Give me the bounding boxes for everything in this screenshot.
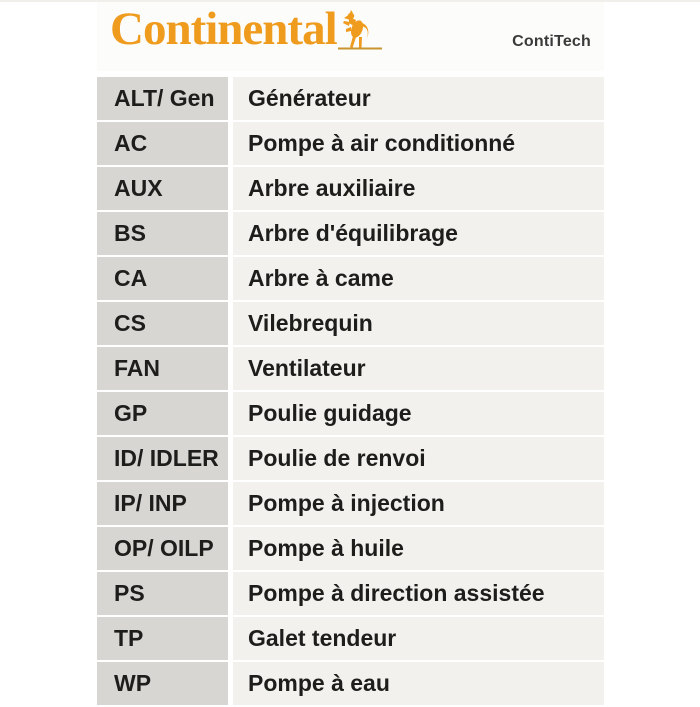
table-row [97,437,604,480]
abbr-cell: ALT/ Gen [97,77,228,120]
desc-cell: Poulie guidage [233,392,604,435]
desc-cell: Arbre auxiliaire [233,167,604,210]
table-row [97,122,604,165]
abbr-cell: PS [97,572,228,615]
desc-cell: Pompe à eau [233,662,604,705]
desc-cell: Pompe à direction assistée [233,572,604,615]
abbr-cell: WP [97,662,228,705]
table-row [97,347,604,390]
contitech-logo: ContiTech [512,33,591,50]
desc-cell: Arbre d'équilibrage [233,212,604,255]
table-row [97,212,604,255]
abbr-cell: CS [97,302,228,345]
desc-cell: Générateur [233,77,604,120]
desc-cell: Pompe à huile [233,527,604,570]
table-row [97,77,604,120]
abbr-cell: TP [97,617,228,660]
abbr-cell: CA [97,257,228,300]
table-row [97,302,604,345]
table-row [97,482,604,525]
abbr-cell: IP/ INP [97,482,228,525]
table-row [97,527,604,570]
abbr-cell: FAN [97,347,228,390]
desc-cell: Vilebrequin [233,302,604,345]
table-row [97,257,604,300]
rearing-horse-icon [338,10,382,50]
desc-cell: Pompe à air conditionné [233,122,604,165]
legend-table-container [97,2,604,707]
table-row [97,572,604,615]
abbr-cell: ID/ IDLER [97,437,228,480]
desc-cell: Ventilateur [233,347,604,390]
table-row [97,617,604,660]
table-row [97,392,604,435]
continental-logo [110,3,382,55]
legend-table [97,77,604,705]
desc-cell: Poulie de renvoi [233,437,604,480]
table-row [97,662,604,705]
desc-cell: Arbre à came [233,257,604,300]
brand-header [97,2,604,71]
desc-cell: Pompe à injection [233,482,604,525]
continental-wordmark: Continental [110,3,337,55]
table-row [97,167,604,210]
abbr-cell: GP [97,392,228,435]
abbr-cell: AUX [97,167,228,210]
abbr-cell: AC [97,122,228,165]
abbr-cell: OP/ OILP [97,527,228,570]
abbr-cell: BS [97,212,228,255]
desc-cell: Galet tendeur [233,617,604,660]
